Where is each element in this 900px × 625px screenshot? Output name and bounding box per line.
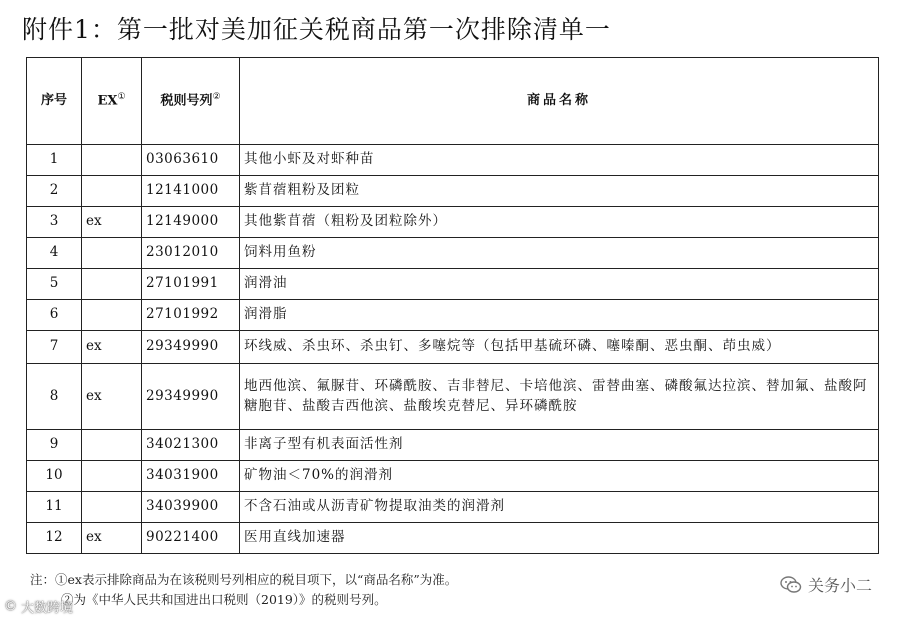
cell-code: 27101992 xyxy=(142,300,240,331)
cell-code: 34039900 xyxy=(142,492,240,523)
cell-name: 其他紫苜蓿（粗粉及团粒除外） xyxy=(240,207,879,238)
cell-no: 12 xyxy=(27,523,82,554)
header-code-footnote: ② xyxy=(212,91,221,102)
cell-code: 23012010 xyxy=(142,238,240,269)
cell-no: 9 xyxy=(27,430,82,461)
table-row xyxy=(27,269,879,300)
cell-ex xyxy=(82,300,142,331)
cell-no: 1 xyxy=(27,145,82,176)
cell-ex xyxy=(82,430,142,461)
footnote-1: 注：①ex表示排除商品为在该税则号列相应的税目项下，以“商品名称”为准。 xyxy=(30,572,458,587)
cell-name: 饲料用鱼粉 xyxy=(240,238,879,269)
watermark-left xyxy=(4,597,73,616)
cell-ex xyxy=(82,269,142,300)
watermark-left-text: 大数跨境 xyxy=(21,601,74,616)
header-no: 序号 xyxy=(27,58,82,145)
cell-ex xyxy=(82,492,142,523)
cell-name: 环线威、杀虫环、杀虫钉、多噻烷等（包括甲基硫环磷、噻嗪酮、恶虫酮、茚虫威） xyxy=(240,331,879,364)
table-row xyxy=(27,461,879,492)
cell-name: 不含石油或从沥青矿物提取油类的润滑剂 xyxy=(240,492,879,523)
table-row xyxy=(27,492,879,523)
cell-ex xyxy=(82,238,142,269)
cell-ex xyxy=(82,461,142,492)
cell-no: 2 xyxy=(27,176,82,207)
exclusion-table xyxy=(26,57,879,554)
cell-name: 其他小虾及对虾种苗 xyxy=(240,145,879,176)
table-row xyxy=(27,176,879,207)
watermark-right-text: 关务小二 xyxy=(807,576,872,595)
table-row xyxy=(27,523,879,554)
table-row xyxy=(27,238,879,269)
cell-code: 34021300 xyxy=(142,430,240,461)
wechat-icon xyxy=(780,575,802,595)
header-ex-footnote: ① xyxy=(117,91,126,102)
cell-ex xyxy=(82,176,142,207)
cell-name: 医用直线加速器 xyxy=(240,523,879,554)
cell-code: 34031900 xyxy=(142,461,240,492)
cell-code: 03063610 xyxy=(142,145,240,176)
cell-no: 11 xyxy=(27,492,82,523)
table-header-row xyxy=(27,58,879,145)
header-ex: EX① xyxy=(82,58,142,145)
table-row xyxy=(27,331,879,364)
cell-ex: ex xyxy=(82,331,142,364)
table-row xyxy=(27,145,879,176)
cell-code: 27101991 xyxy=(142,269,240,300)
watermark-right xyxy=(780,573,872,596)
cell-name: 非离子型有机表面活性剂 xyxy=(240,430,879,461)
cell-no: 3 xyxy=(27,207,82,238)
cell-no: 7 xyxy=(27,331,82,364)
cell-ex xyxy=(82,145,142,176)
table-row xyxy=(27,430,879,461)
cell-ex: ex xyxy=(82,523,142,554)
cell-name: 地西他滨、氟脲苷、环磷酰胺、吉非替尼、卡培他滨、雷替曲塞、磷酸氟达拉滨、替加氟、盐酸阿糖胞苷、盐酸吉西他滨、盐酸埃克替尼、异环磷酰胺 xyxy=(240,364,879,430)
table-row xyxy=(27,300,879,331)
cell-code: 29349990 xyxy=(142,331,240,364)
page-title: 附件1：第一批对美加征关税商品第一次排除清单一 xyxy=(22,15,611,44)
table-row xyxy=(27,364,879,430)
cell-ex: ex xyxy=(82,364,142,430)
cell-name: 润滑脂 xyxy=(240,300,879,331)
cell-no: 4 xyxy=(27,238,82,269)
cell-code: 90221400 xyxy=(142,523,240,554)
cell-name: 润滑油 xyxy=(240,269,879,300)
footnotes xyxy=(30,570,457,610)
cell-code: 12141000 xyxy=(142,176,240,207)
cell-name: 矿物油＜70%的润滑剂 xyxy=(240,461,879,492)
copyright-icon: © xyxy=(4,599,17,614)
cell-no: 5 xyxy=(27,269,82,300)
header-name: 商品名称 xyxy=(240,58,879,145)
cell-no: 6 xyxy=(27,300,82,331)
cell-no: 10 xyxy=(27,461,82,492)
cell-ex: ex xyxy=(82,207,142,238)
cell-name: 紫苜蓿粗粉及团粒 xyxy=(240,176,879,207)
footnote-2: ②为《中华人民共和国进出口税则（2019）》的税则号列。 xyxy=(61,592,387,607)
cell-no: 8 xyxy=(27,364,82,430)
table-row xyxy=(27,207,879,238)
header-code: 税则号列② xyxy=(142,58,240,145)
cell-code: 12149000 xyxy=(142,207,240,238)
cell-code: 29349990 xyxy=(142,364,240,430)
